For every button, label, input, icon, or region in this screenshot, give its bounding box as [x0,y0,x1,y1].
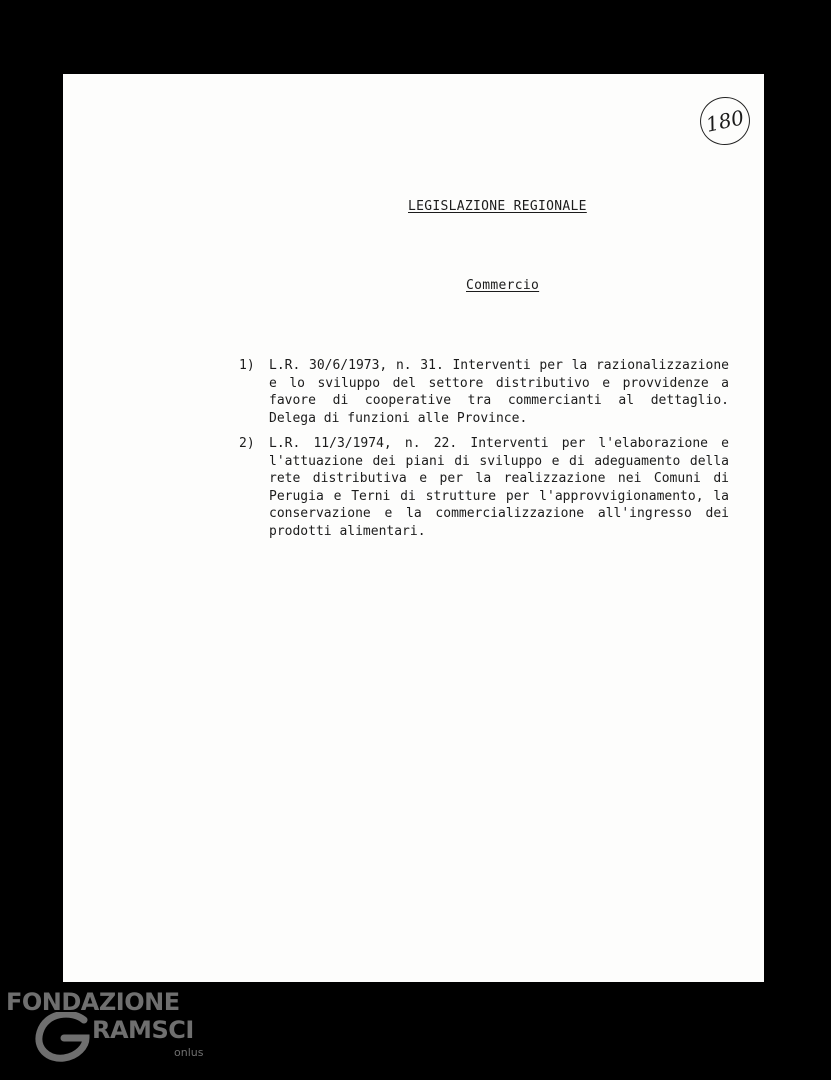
page-number: 180 [703,105,747,137]
list-item-text: L.R. 30/6/1973, n. 31. Interventi per la razionalizzazione e lo sviluppo del settore distributivo e provvidenze a favore di cooperative tra commercianti al dettaglio. Delega di funzioni alle Province. [269,358,729,426]
document-title: LEGISLAZIONE REGIONALE [408,199,587,214]
archive-logo [4,988,204,1068]
document-page [63,74,764,982]
list-item-number: 2) [239,436,255,451]
logo-text-onlus: onlus [174,1046,204,1059]
logo-text-gramsci: RAMSCI [92,1016,194,1044]
logo-g-mark-icon [34,1012,94,1062]
logo-text-fondazione: FONDAZIONE [6,988,180,1016]
page-number-stamp [696,92,755,149]
list-item-number: 1) [239,358,255,373]
section-title: Commercio [466,278,540,293]
list-item-text: L.R. 11/3/1974, n. 22. Interventi per l'elaborazione e l'attuazione dei piani di sviluppo e di adeguamento della rete distributiva e per la realizzazione nei Comuni di Perugia e Terni di strutture per l'approvvigionamento, la conservazione e la commercializzazione all'ingresso dei prodotti alimentari. [269,436,729,539]
